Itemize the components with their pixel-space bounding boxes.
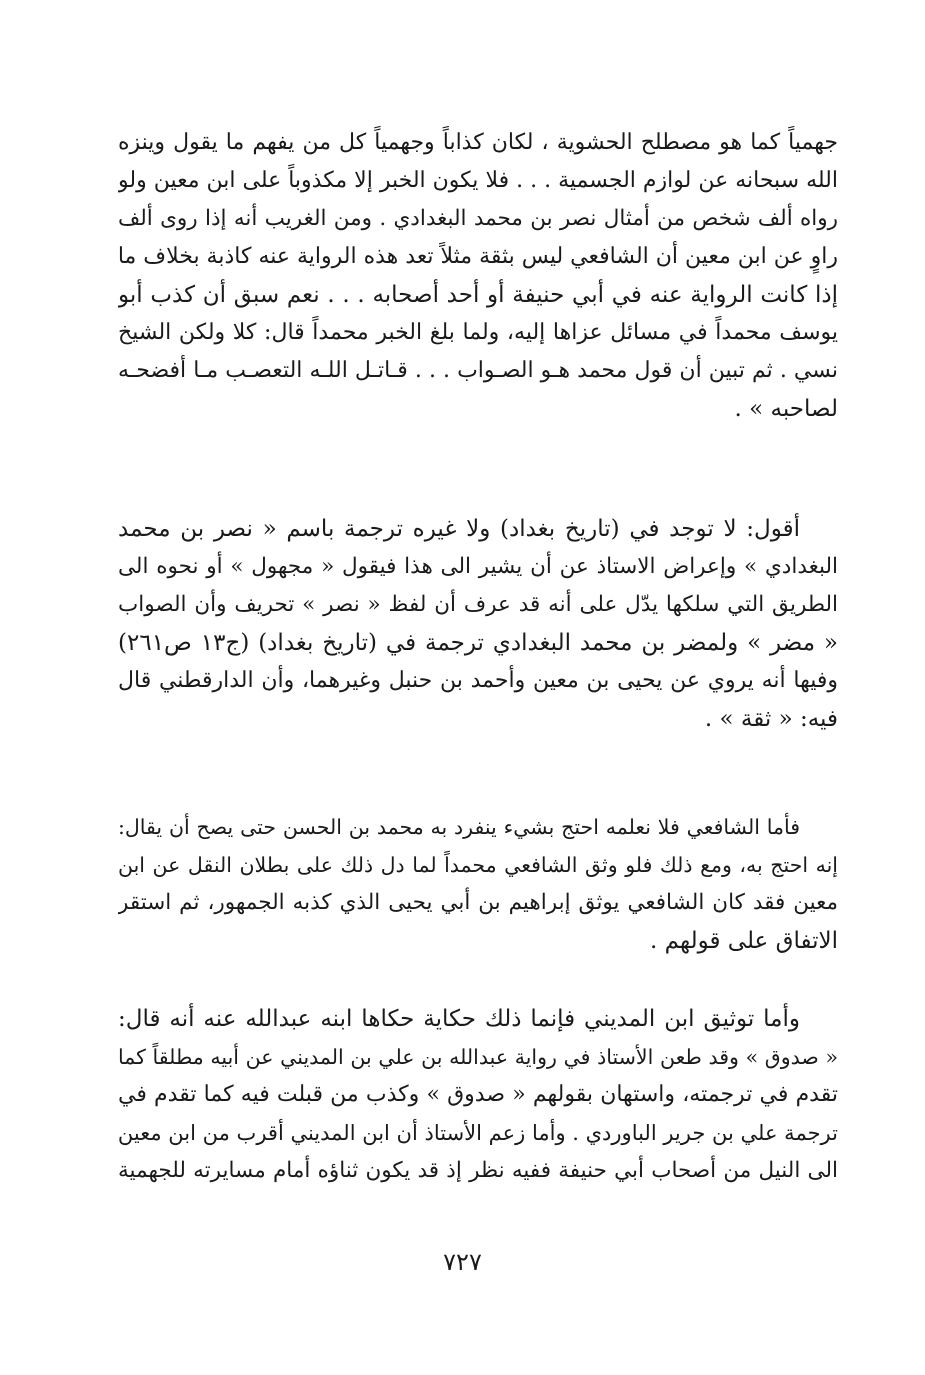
- text-line: الطريق التي سلكها يدّل على أنه قد عرف أن لفظ « نصر » تحريف وأن الصواب: [118, 592, 838, 617]
- page-number: ٧٢٧: [443, 1248, 482, 1276]
- text-line: راوٍ عن ابن معين أن الشافعي ليس بثقة مثلاً تعد هذه الرواية عنه كاذبة بخلاف ما: [118, 244, 838, 269]
- text-line: تقدم في ترجمته، واستهان بقولهم « صدوق » وكذب من قبلت فيه كما تقدم في: [118, 1082, 838, 1107]
- paragraph-1: [118, 124, 838, 428]
- paragraph-3: [118, 808, 838, 960]
- text-line: لصاحبه » .: [734, 396, 838, 422]
- text-line: البغدادي » وإعراض الاستاذ عن أن يشير الى هذا فيقول « مجهول » أو نحوه الى: [118, 554, 838, 579]
- text-line: فأما الشافعي فلا نعلمه احتج بشيء ينفرد به محمد بن الحسن حتى يصح أن يقال:: [118, 815, 800, 839]
- text-line: إذا كانت الرواية عنه في أبي حنيفة أو أحد أصحابه . . . نعم سبق أن كذب أبو: [118, 282, 838, 308]
- text-line: يوسف محمداً في مسائل عزاها إليه، ولما بلغ الخبر محمداً قال: كلا ولكن الشيخ: [118, 320, 838, 345]
- text-line: ترجمة علي بن جرير الباوردي . وأما زعم الأستاذ أن ابن المديني أقرب من ابن معين: [118, 1121, 838, 1145]
- text-line: جهمياً كما هو مصطلح الحشوية ، لكان كذاباً وجهمياً كل من يفهم ما يقول وينزه: [118, 130, 838, 155]
- text-line: أقول: لا توجد في (تاريخ بغداد) ولا غيره ترجمة باسم « نصر بن محمد: [118, 516, 800, 542]
- text-line: الله سبحانه عن لوازم الجسمية . . . فلا يكون الخبر إلا مكذوباً على ابن معين ولو: [118, 168, 838, 193]
- text-line: « مضر » ولمضر بن محمد البغدادي ترجمة في (تاريخ بغداد) (ج١٣ ص٢٦١): [118, 630, 838, 656]
- text-line: معين فقد كان الشافعي يوثق إبراهيم بن أبي يحيى الذي كذبه الجمهور، ثم استقر: [118, 890, 838, 915]
- text-line: نسي . ثم تبين أن قول محمد هـو الصـواب . . . قـاتـل اللـه التعصـب مـا أفضحـه: [118, 358, 838, 383]
- text-line: الى النيل من أصحاب أبي حنيفة ففيه نظر إذ قد يكون ثناؤه أمام مسايرته للجهمية: [118, 1158, 838, 1183]
- paragraph-2: [118, 510, 838, 738]
- text-line: فيه: « ثقة » .: [704, 706, 838, 732]
- paragraph-4: [118, 1000, 838, 1190]
- text-line: وأما توثيق ابن المديني فإنما ذلك حكاية حكاها ابنه عبدالله عنه أنه قال:: [118, 1006, 800, 1032]
- text-line: الاتفاق على قولهم .: [650, 928, 838, 954]
- text-line: وفيها أنه يروي عن يحيى بن معين وأحمد بن حنبل وغيرهما، وأن الدارقطني قال: [118, 668, 838, 693]
- text-line: إنه احتج به، ومع ذلك فلو وثق الشافعي محمداً لما دل ذلك على بطلان النقل عن ابن: [118, 853, 838, 877]
- text-line: « صدوق » وقد طعن الأستاذ في رواية عبدالله بن علي بن المديني عن أبيه مطلقاً كما: [118, 1045, 838, 1069]
- text-line: رواه ألف شخص من أمثال نصر بن محمد البغدادي . ومن الغريب أنه إذا روى ألف: [118, 206, 838, 231]
